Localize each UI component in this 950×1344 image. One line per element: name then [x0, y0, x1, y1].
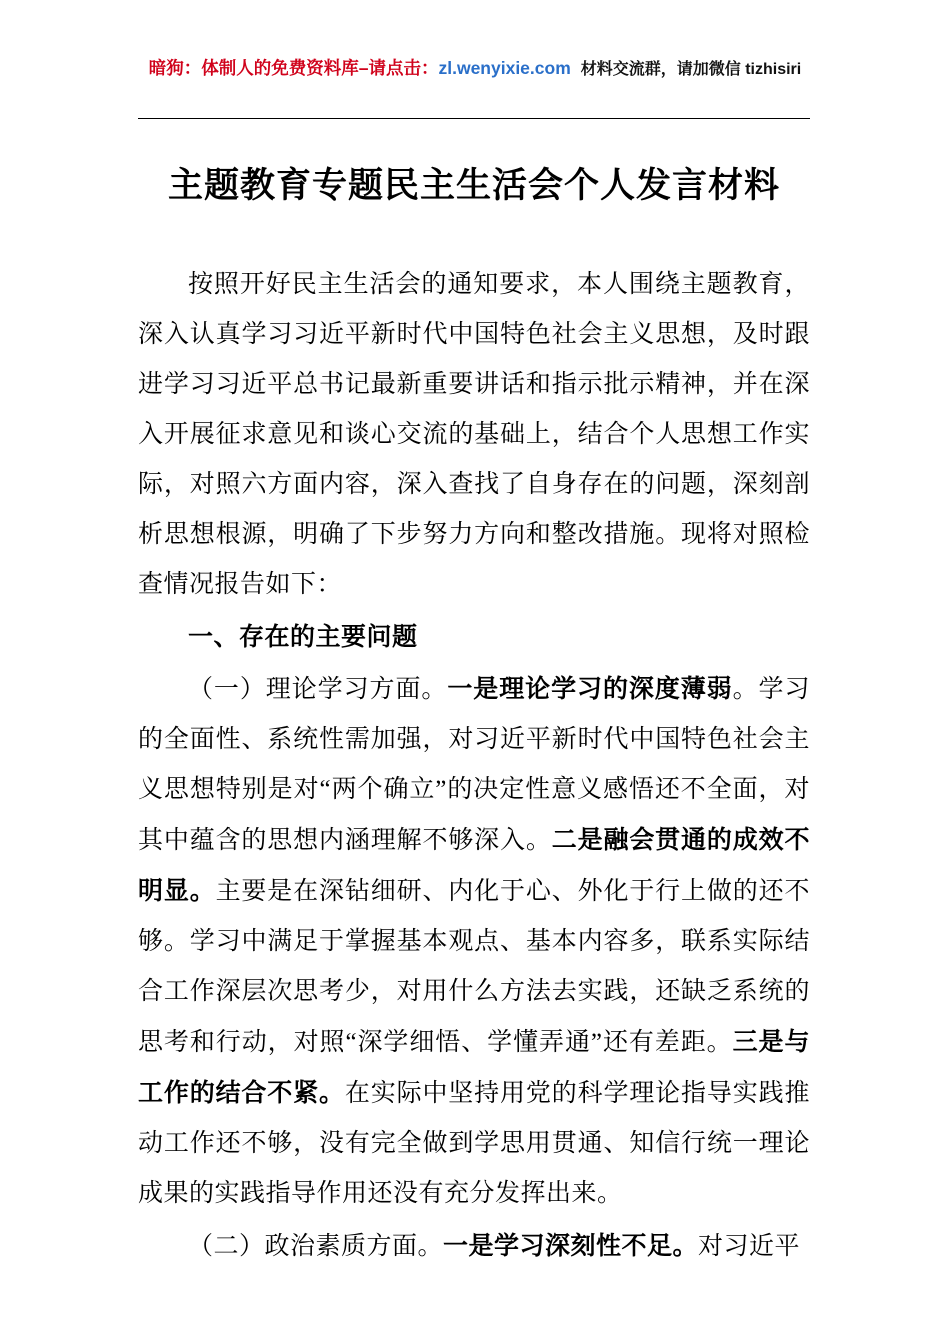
text-run: 主要是在深钻细研、内化于心、外化于行上做的还不够。学习中满足于掌握基本观点、基本内容多，联系实际结合工作深层次思考少，对用什么方法去实践，还缺乏系统的思考和行动，对照“深学细悟、学懂弄通”还有差距。 [138, 878, 810, 1056]
intro-paragraph [138, 260, 810, 610]
text-run-bold: 三是与工作的结合不紧。 [138, 1028, 810, 1107]
text-run: （一）理论学习方面。 [188, 676, 448, 703]
text-run: 。学习的全面性、系统性需加强，对习近平新时代中国特色社会主义思想特别是对“两个确立”的决定性意义感悟还不全面，对其中蕴含的思想内涵理解不够深入。 [138, 676, 810, 854]
text-run: （二）政治素质方面。 [188, 1233, 444, 1260]
document-title: 主题教育专题民主生活会个人发言材料 [167, 166, 780, 205]
text-run-bold: 二是融会贯通的成效不明显。 [138, 826, 810, 905]
text-run: 一、存在的主要问题 [188, 623, 418, 651]
promo-banner-tail-text: 材料交流群，请加微信 tizhisiri [580, 61, 802, 78]
promo-banner-link-prefix: –请点击： [358, 58, 439, 78]
document-body [138, 160, 810, 1274]
text-run-bold: 一是学习深刻性不足。 [443, 1232, 699, 1260]
section-heading-one [138, 612, 810, 662]
promo-banner [0, 56, 950, 82]
text-run: 在实际中坚持用党的科学理论指导实践推动工作还不够，没有完全做到学思用贯通、知信行统一理论成果的实践指导作用还没有充分发挥出来。 [138, 1080, 810, 1207]
promo-banner-red-text: 暗狗：体制人的免费资料库 [148, 58, 359, 78]
text-run: 按照开好民主生活会的通知要求，本人围绕主题教育，深入认真学习习近平新时代中国特色社会主义思想，及时跟进学习习近平总书记最新重要讲话和指示批示精神，并在深入开展征求意见和谈心交流的基础上，结合个人思想工作实际，对照六方面内容，深入查找了自身存在的问题，深刻剖析思想根源，明确了下步努力方向和整改措施。现将对照检查情况报告如下： [138, 271, 810, 598]
promo-banner-link[interactable]: zl.wenyixie.com [438, 58, 571, 78]
subsection-two-political-quality [138, 1221, 810, 1272]
header-divider [138, 118, 810, 119]
text-run: 对习近平 [698, 1233, 801, 1260]
text-run-bold: 一是理论学习的深度薄弱 [447, 675, 733, 703]
subsection-one-theory-study [138, 664, 810, 1219]
